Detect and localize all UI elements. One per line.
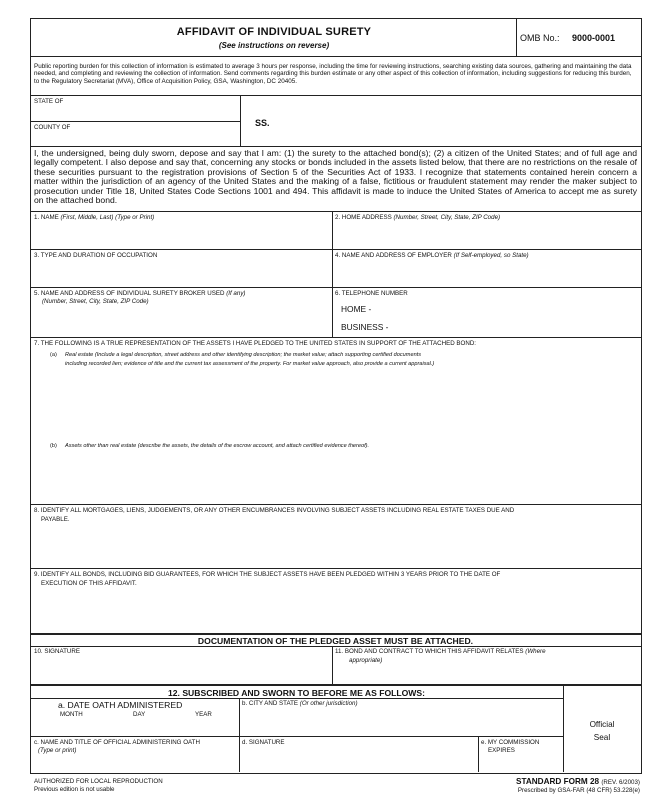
telephone-home-field[interactable] bbox=[376, 302, 636, 314]
official-signature-label: d. SIGNATURE bbox=[242, 739, 285, 746]
pledged-bonds-field[interactable] bbox=[31, 590, 639, 631]
oath-divider-1 bbox=[239, 698, 240, 736]
assets-title: 7. THE FOLLOWING IS A TRUE REPRESENTATION OF THE ASSETS I HAVE PLEDGED TO THE UNITED STATES IN SUPPORT OF THE ATTACHED BOND: bbox=[34, 340, 477, 347]
real-estate-marker: (a) bbox=[50, 352, 57, 358]
name-field[interactable] bbox=[31, 222, 331, 248]
official-name-hint: (Type or print) bbox=[38, 747, 77, 754]
official-seal-label-2: Seal bbox=[593, 733, 611, 742]
state-rule bbox=[30, 121, 240, 122]
encumbrances-label-1: 8. IDENTIFY ALL MORTGAGES, LIENS, JUDGEMENTS, OR ANY OTHER ENCUMBRANCES INVOLVING SUBJECT ASSETS INCLUDING REAL ESTATE TAXES DUE AND bbox=[34, 507, 515, 514]
notice-rule bbox=[30, 646, 641, 647]
employer-label-hint: (If Self-employed, so State) bbox=[453, 252, 529, 259]
documentation-notice: DOCUMENTATION OF THE PLEDGED ASSET MUST BE ATTACHED. bbox=[197, 636, 474, 646]
other-assets-instructions: Assets other than real estate (describe the assets, the details of the escrow account, and attach certified evidence thereof). bbox=[65, 443, 370, 449]
standard-form-label: STANDARD FORM 28 bbox=[515, 777, 600, 786]
real-estate-instructions-1: Real estate (Include a legal description, street address and other identifying description; the market value; attach supporting certified documents bbox=[65, 352, 422, 358]
occupation-label: 3. TYPE AND DURATION OF OCCUPATION bbox=[34, 252, 158, 259]
oath-title-rule bbox=[30, 698, 563, 699]
home-address-label-hint: (Number, Street, City, State, ZIP Code) bbox=[393, 214, 501, 221]
omb-label: OMB No.: bbox=[520, 33, 560, 43]
prescribed-by: Prescribed by GSA-FAR (48 CFR) 53.228(e) bbox=[517, 787, 640, 794]
official-name-label: c. NAME AND TITLE OF OFFICIAL ADMINISTERING OATH bbox=[34, 739, 200, 746]
oath-row-rule bbox=[30, 736, 563, 737]
official-seal-label-1: Official bbox=[589, 720, 615, 729]
encumbrances-label-2: PAYABLE. bbox=[41, 516, 70, 523]
home-address-label bbox=[335, 214, 500, 221]
section9-rule bbox=[30, 633, 641, 635]
broker-label bbox=[34, 290, 245, 297]
seal-divider bbox=[563, 686, 564, 772]
burden-rule bbox=[30, 95, 641, 96]
burden-notice: Public reporting burden for this collection of information is estimated to average 3 hours per response, including the time for reviewing instructions, searching existing data sources, gathering and maintaining the data needed, and completing and reviewing the collection of information. Send comments regarding this burden estimate or any other aspect of this collection of information, including suggestions for reducing this burden, to the Regulatory Secretariat (MVA), Office of Acquisition Policy, GSA, Washington, DC 20405. bbox=[34, 63, 632, 85]
ss-mark: SS. bbox=[255, 118, 270, 128]
signature-rule bbox=[30, 684, 641, 686]
oath-divider-3 bbox=[478, 736, 479, 772]
standard-form-number bbox=[516, 777, 640, 786]
other-assets-field[interactable] bbox=[31, 452, 639, 503]
fields-divider bbox=[332, 211, 333, 337]
row1-rule bbox=[30, 249, 641, 250]
signature-label: 10. SIGNATURE bbox=[34, 648, 80, 655]
commission-expires-label: e. MY COMMISSION bbox=[481, 739, 540, 746]
city-state-label bbox=[242, 700, 358, 707]
bond-contract-label bbox=[335, 648, 546, 655]
official-signature-field[interactable] bbox=[241, 747, 476, 771]
surety-signature-field[interactable] bbox=[31, 656, 331, 683]
row3-rule bbox=[30, 337, 641, 338]
year-label: YEAR bbox=[195, 711, 212, 718]
broker-field[interactable] bbox=[31, 306, 331, 336]
home-address-field[interactable] bbox=[334, 222, 639, 248]
declaration-text: I, the undersigned, being duly sworn, depose and say that I am: (1) the surety to the attached bond(s); (2) a citizen of the United States; and of full age and legally competent. I also depose and say that, concerning any stocks or bonds included in the assets listed below, that there are no restrictions on the resale of these securities pursuant to the registration provisions of Section 5 of the Securities Act of 1933. I recognize that statements contained herein concern a matter within the jurisdiction of an agency of the United States and the making of a false, fictitious or fraudulent statement may render the maker subject to prosecution under Title 18, United States Code Sections 1001 and 494. This affidavit is made to induce the United States of America to accept me as surety on the attached bond. bbox=[34, 148, 637, 206]
header-divider bbox=[516, 18, 517, 56]
county-field[interactable] bbox=[31, 132, 238, 146]
telephone-business-label: BUSINESS - bbox=[341, 322, 389, 332]
real-estate-instructions-2: including recorded lien; evidence of title and the current tax assessment of the property. For market value approach, also provide a current appraisal.) bbox=[65, 361, 435, 367]
date-oath-field[interactable] bbox=[31, 719, 237, 735]
commission-expires-label-2: EXPIRES bbox=[488, 747, 515, 754]
date-oath-label: a. DATE OATH ADMINISTERED bbox=[58, 700, 183, 710]
telephone-business-field[interactable] bbox=[396, 320, 636, 332]
day-label: DAY bbox=[133, 711, 146, 718]
city-state-label-text: b. CITY AND STATE bbox=[242, 700, 299, 707]
occupation-field[interactable] bbox=[31, 260, 331, 286]
name-label-hint: (First, Middle, Last) (Type or Print) bbox=[60, 214, 155, 221]
bond-contract-label-text: 11. BOND AND CONTRACT TO WHICH THIS AFFIDAVIT RELATES bbox=[335, 648, 524, 655]
bond-contract-label-hint-2: appropriate) bbox=[349, 657, 383, 664]
city-state-field[interactable] bbox=[241, 708, 561, 735]
state-label: STATE OF bbox=[34, 98, 64, 105]
encumbrances-field[interactable] bbox=[31, 526, 639, 567]
broker-label-hint: (If any) bbox=[226, 290, 246, 297]
month-label: MONTH bbox=[60, 711, 83, 718]
form-title: AFFIDAVIT OF INDIVIDUAL SURETY bbox=[176, 26, 372, 38]
real-estate-field[interactable] bbox=[31, 371, 639, 439]
telephone-label: 6. TELEPHONE NUMBER bbox=[335, 290, 408, 297]
oath-divider-2 bbox=[239, 736, 240, 772]
signature-divider bbox=[332, 646, 333, 684]
oath-title: 12. SUBSCRIBED AND SWORN TO BEFORE ME AS FOLLOWS: bbox=[167, 688, 426, 698]
venue-divider bbox=[240, 95, 241, 146]
name-label bbox=[34, 214, 154, 221]
reproduction-note: AUTHORIZED FOR LOCAL REPRODUCTION bbox=[34, 778, 163, 785]
broker-label-hint-2: (Number, Street, City, State, ZIP Code) bbox=[42, 298, 149, 305]
section8-rule bbox=[30, 568, 641, 569]
name-label-text: 1. NAME bbox=[34, 214, 59, 221]
official-name-field[interactable] bbox=[31, 755, 237, 771]
employer-label-text: 4. NAME AND ADDRESS OF EMPLOYER bbox=[335, 252, 452, 259]
bond-contract-field[interactable] bbox=[334, 665, 639, 683]
bond-contract-label-hint: (Where bbox=[525, 648, 546, 655]
telephone-home-label: HOME - bbox=[341, 304, 372, 314]
employer-field[interactable] bbox=[334, 260, 639, 286]
venue-rule bbox=[30, 146, 641, 147]
commission-expires-field[interactable] bbox=[480, 755, 562, 771]
revision-date: (REV. 6/2003) bbox=[601, 779, 640, 786]
employer-label bbox=[335, 252, 529, 259]
city-state-label-hint: (Or other jurisdiction) bbox=[299, 700, 358, 707]
pledged-bonds-label-2: EXECUTION OF THIS AFFIDAVIT. bbox=[41, 580, 137, 587]
other-assets-marker: (b) bbox=[50, 443, 57, 449]
broker-label-text: 5. NAME AND ADDRESS OF INDIVIDUAL SURETY BROKER USED bbox=[34, 290, 225, 297]
previous-edition-note: Previous edition is not usable bbox=[34, 786, 115, 793]
county-label: COUNTY OF bbox=[34, 124, 71, 131]
omb-number: 9000-0001 bbox=[572, 33, 616, 43]
state-field[interactable] bbox=[31, 106, 238, 120]
header-rule bbox=[30, 56, 641, 57]
row2-rule bbox=[30, 287, 641, 288]
declaration-rule bbox=[30, 211, 641, 212]
form-subtitle: (See instructions on reverse) bbox=[218, 41, 330, 50]
home-address-label-text: 2. HOME ADDRESS bbox=[335, 214, 392, 221]
pledged-bonds-label-1: 9. IDENTIFY ALL BONDS, INCLUDING BID GUARANTEES, FOR WHICH THE SUBJECT ASSETS HAVE BEEN PLEDGED WITHIN 3 YEARS PRIOR TO THE DATE OF bbox=[34, 571, 501, 578]
section7-rule bbox=[30, 504, 641, 505]
